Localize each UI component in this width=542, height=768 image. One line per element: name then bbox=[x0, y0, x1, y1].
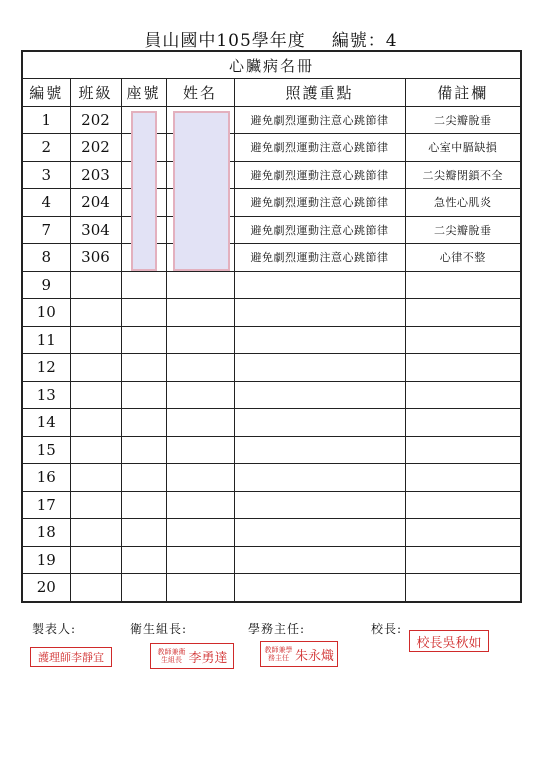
cell-care bbox=[234, 519, 405, 547]
cell-seat bbox=[121, 409, 166, 437]
table-title-row bbox=[22, 51, 521, 79]
cell-class bbox=[70, 436, 121, 464]
seat-redaction-block bbox=[131, 111, 157, 271]
table-row bbox=[22, 244, 521, 272]
name-redaction-block bbox=[173, 111, 230, 271]
cell-note bbox=[405, 354, 521, 382]
cell-class: 202 bbox=[70, 134, 121, 162]
table-row bbox=[22, 464, 521, 492]
cell-care bbox=[234, 546, 405, 574]
health-leader-label: 衛生組長: bbox=[130, 622, 188, 636]
cell-care bbox=[234, 436, 405, 464]
cell-class bbox=[70, 574, 121, 602]
cell-note bbox=[405, 546, 521, 574]
cell-seat bbox=[121, 574, 166, 602]
cell-id: 19 bbox=[22, 546, 70, 574]
cell-id: 13 bbox=[22, 381, 70, 409]
cell-note bbox=[405, 381, 521, 409]
table-row bbox=[22, 354, 521, 382]
cell-note bbox=[405, 271, 521, 299]
table-row bbox=[22, 519, 521, 547]
cell-name bbox=[166, 299, 234, 327]
cell-id: 9 bbox=[22, 271, 70, 299]
cell-note: 心律不整 bbox=[405, 244, 521, 272]
cell-id: 3 bbox=[22, 161, 70, 189]
table-row bbox=[22, 436, 521, 464]
cell-care: 避免劇烈運動注意心跳節律 bbox=[234, 161, 405, 189]
column-header-id: 編號 bbox=[22, 79, 70, 107]
cell-class bbox=[70, 464, 121, 492]
cell-name bbox=[166, 381, 234, 409]
cell-name bbox=[166, 354, 234, 382]
cell-care: 避免劇烈運動注意心跳節律 bbox=[234, 134, 405, 162]
cell-seat bbox=[121, 464, 166, 492]
cell-name bbox=[166, 519, 234, 547]
cell-note bbox=[405, 326, 521, 354]
cell-name bbox=[166, 464, 234, 492]
cell-note bbox=[405, 491, 521, 519]
document-code: 編號：4 bbox=[331, 31, 398, 51]
maker-seal-stamp: 護理師李靜宜 bbox=[30, 647, 112, 667]
cell-class bbox=[70, 546, 121, 574]
cell-note: 心室中膈缺損 bbox=[405, 134, 521, 162]
cell-class bbox=[70, 326, 121, 354]
table-row bbox=[22, 409, 521, 437]
cell-id: 17 bbox=[22, 491, 70, 519]
column-header-care: 照護重點 bbox=[234, 79, 405, 107]
cell-class: 203 bbox=[70, 161, 121, 189]
table-row bbox=[22, 161, 521, 189]
cell-care: 避免劇烈運動注意心跳節律 bbox=[234, 216, 405, 244]
table-row bbox=[22, 106, 521, 134]
cell-care: 避免劇烈運動注意心跳節律 bbox=[234, 244, 405, 272]
cell-note bbox=[405, 299, 521, 327]
cell-seat bbox=[121, 381, 166, 409]
cell-name bbox=[166, 574, 234, 602]
cell-care: 避免劇烈運動注意心跳節律 bbox=[234, 106, 405, 134]
cell-id: 14 bbox=[22, 409, 70, 437]
cell-class: 306 bbox=[70, 244, 121, 272]
cell-note: 二尖瓣閉鎖不全 bbox=[405, 161, 521, 189]
table-row bbox=[22, 216, 521, 244]
table-row bbox=[22, 326, 521, 354]
cell-note: 二尖瓣脫垂 bbox=[405, 106, 521, 134]
cell-seat bbox=[121, 436, 166, 464]
cell-name bbox=[166, 546, 234, 574]
cell-class bbox=[70, 299, 121, 327]
column-header-note: 備註欄 bbox=[405, 79, 521, 107]
cell-name bbox=[166, 326, 234, 354]
table-row bbox=[22, 574, 521, 602]
table-row bbox=[22, 271, 521, 299]
cell-care bbox=[234, 271, 405, 299]
heart-disease-roster-table bbox=[21, 50, 522, 603]
cell-id: 8 bbox=[22, 244, 70, 272]
cell-id: 2 bbox=[22, 134, 70, 162]
cell-id: 18 bbox=[22, 519, 70, 547]
cell-seat bbox=[121, 519, 166, 547]
table-row bbox=[22, 189, 521, 217]
cell-class bbox=[70, 491, 121, 519]
health-leader-seal-stamp: 教師兼衛生組長 李勇達 bbox=[150, 643, 234, 669]
maker-label: 製表人: bbox=[32, 622, 77, 636]
cell-name bbox=[166, 436, 234, 464]
cell-id: 16 bbox=[22, 464, 70, 492]
column-header-seat: 座號 bbox=[121, 79, 166, 107]
cell-id: 10 bbox=[22, 299, 70, 327]
cell-seat bbox=[121, 271, 166, 299]
cell-class: 202 bbox=[70, 106, 121, 134]
cell-id: 11 bbox=[22, 326, 70, 354]
cell-id: 4 bbox=[22, 189, 70, 217]
cell-care bbox=[234, 299, 405, 327]
table-row bbox=[22, 134, 521, 162]
cell-care bbox=[234, 409, 405, 437]
cell-note bbox=[405, 464, 521, 492]
cell-care bbox=[234, 464, 405, 492]
cell-class: 304 bbox=[70, 216, 121, 244]
cell-note: 急性心肌炎 bbox=[405, 189, 521, 217]
cell-seat bbox=[121, 354, 166, 382]
cell-id: 7 bbox=[22, 216, 70, 244]
cell-note bbox=[405, 436, 521, 464]
cell-care bbox=[234, 491, 405, 519]
table-row bbox=[22, 546, 521, 574]
table-row bbox=[22, 491, 521, 519]
school-year-title: 員山國中105學年度 bbox=[144, 31, 306, 51]
principal-seal-stamp: 校長吳秋如 bbox=[409, 630, 489, 652]
column-header-name: 姓名 bbox=[166, 79, 234, 107]
column-header-class: 班級 bbox=[70, 79, 121, 107]
cell-care bbox=[234, 381, 405, 409]
cell-care bbox=[234, 326, 405, 354]
cell-class bbox=[70, 409, 121, 437]
cell-care bbox=[234, 354, 405, 382]
document-heading bbox=[0, 26, 542, 51]
cell-care: 避免劇烈運動注意心跳節律 bbox=[234, 189, 405, 217]
cell-name bbox=[166, 491, 234, 519]
principal-label: 校長: bbox=[371, 622, 403, 636]
cell-class bbox=[70, 381, 121, 409]
cell-class bbox=[70, 519, 121, 547]
cell-care bbox=[234, 574, 405, 602]
cell-name bbox=[166, 271, 234, 299]
cell-name bbox=[166, 409, 234, 437]
column-header-row bbox=[22, 79, 521, 107]
cell-seat bbox=[121, 491, 166, 519]
cell-note bbox=[405, 409, 521, 437]
academic-director-seal-stamp: 教師兼學務主任 朱永熾 bbox=[260, 641, 338, 667]
cell-class bbox=[70, 354, 121, 382]
cell-note: 二尖瓣脫垂 bbox=[405, 216, 521, 244]
cell-class bbox=[70, 271, 121, 299]
cell-class: 204 bbox=[70, 189, 121, 217]
table-row bbox=[22, 299, 521, 327]
cell-id: 20 bbox=[22, 574, 70, 602]
cell-id: 1 bbox=[22, 106, 70, 134]
cell-seat bbox=[121, 326, 166, 354]
cell-id: 12 bbox=[22, 354, 70, 382]
cell-note bbox=[405, 574, 521, 602]
table-row bbox=[22, 381, 521, 409]
cell-note bbox=[405, 519, 521, 547]
cell-id: 15 bbox=[22, 436, 70, 464]
cell-seat bbox=[121, 546, 166, 574]
academic-director-label: 學務主任: bbox=[248, 622, 306, 636]
table-title: 心臟病名冊 bbox=[22, 51, 521, 79]
cell-seat bbox=[121, 299, 166, 327]
